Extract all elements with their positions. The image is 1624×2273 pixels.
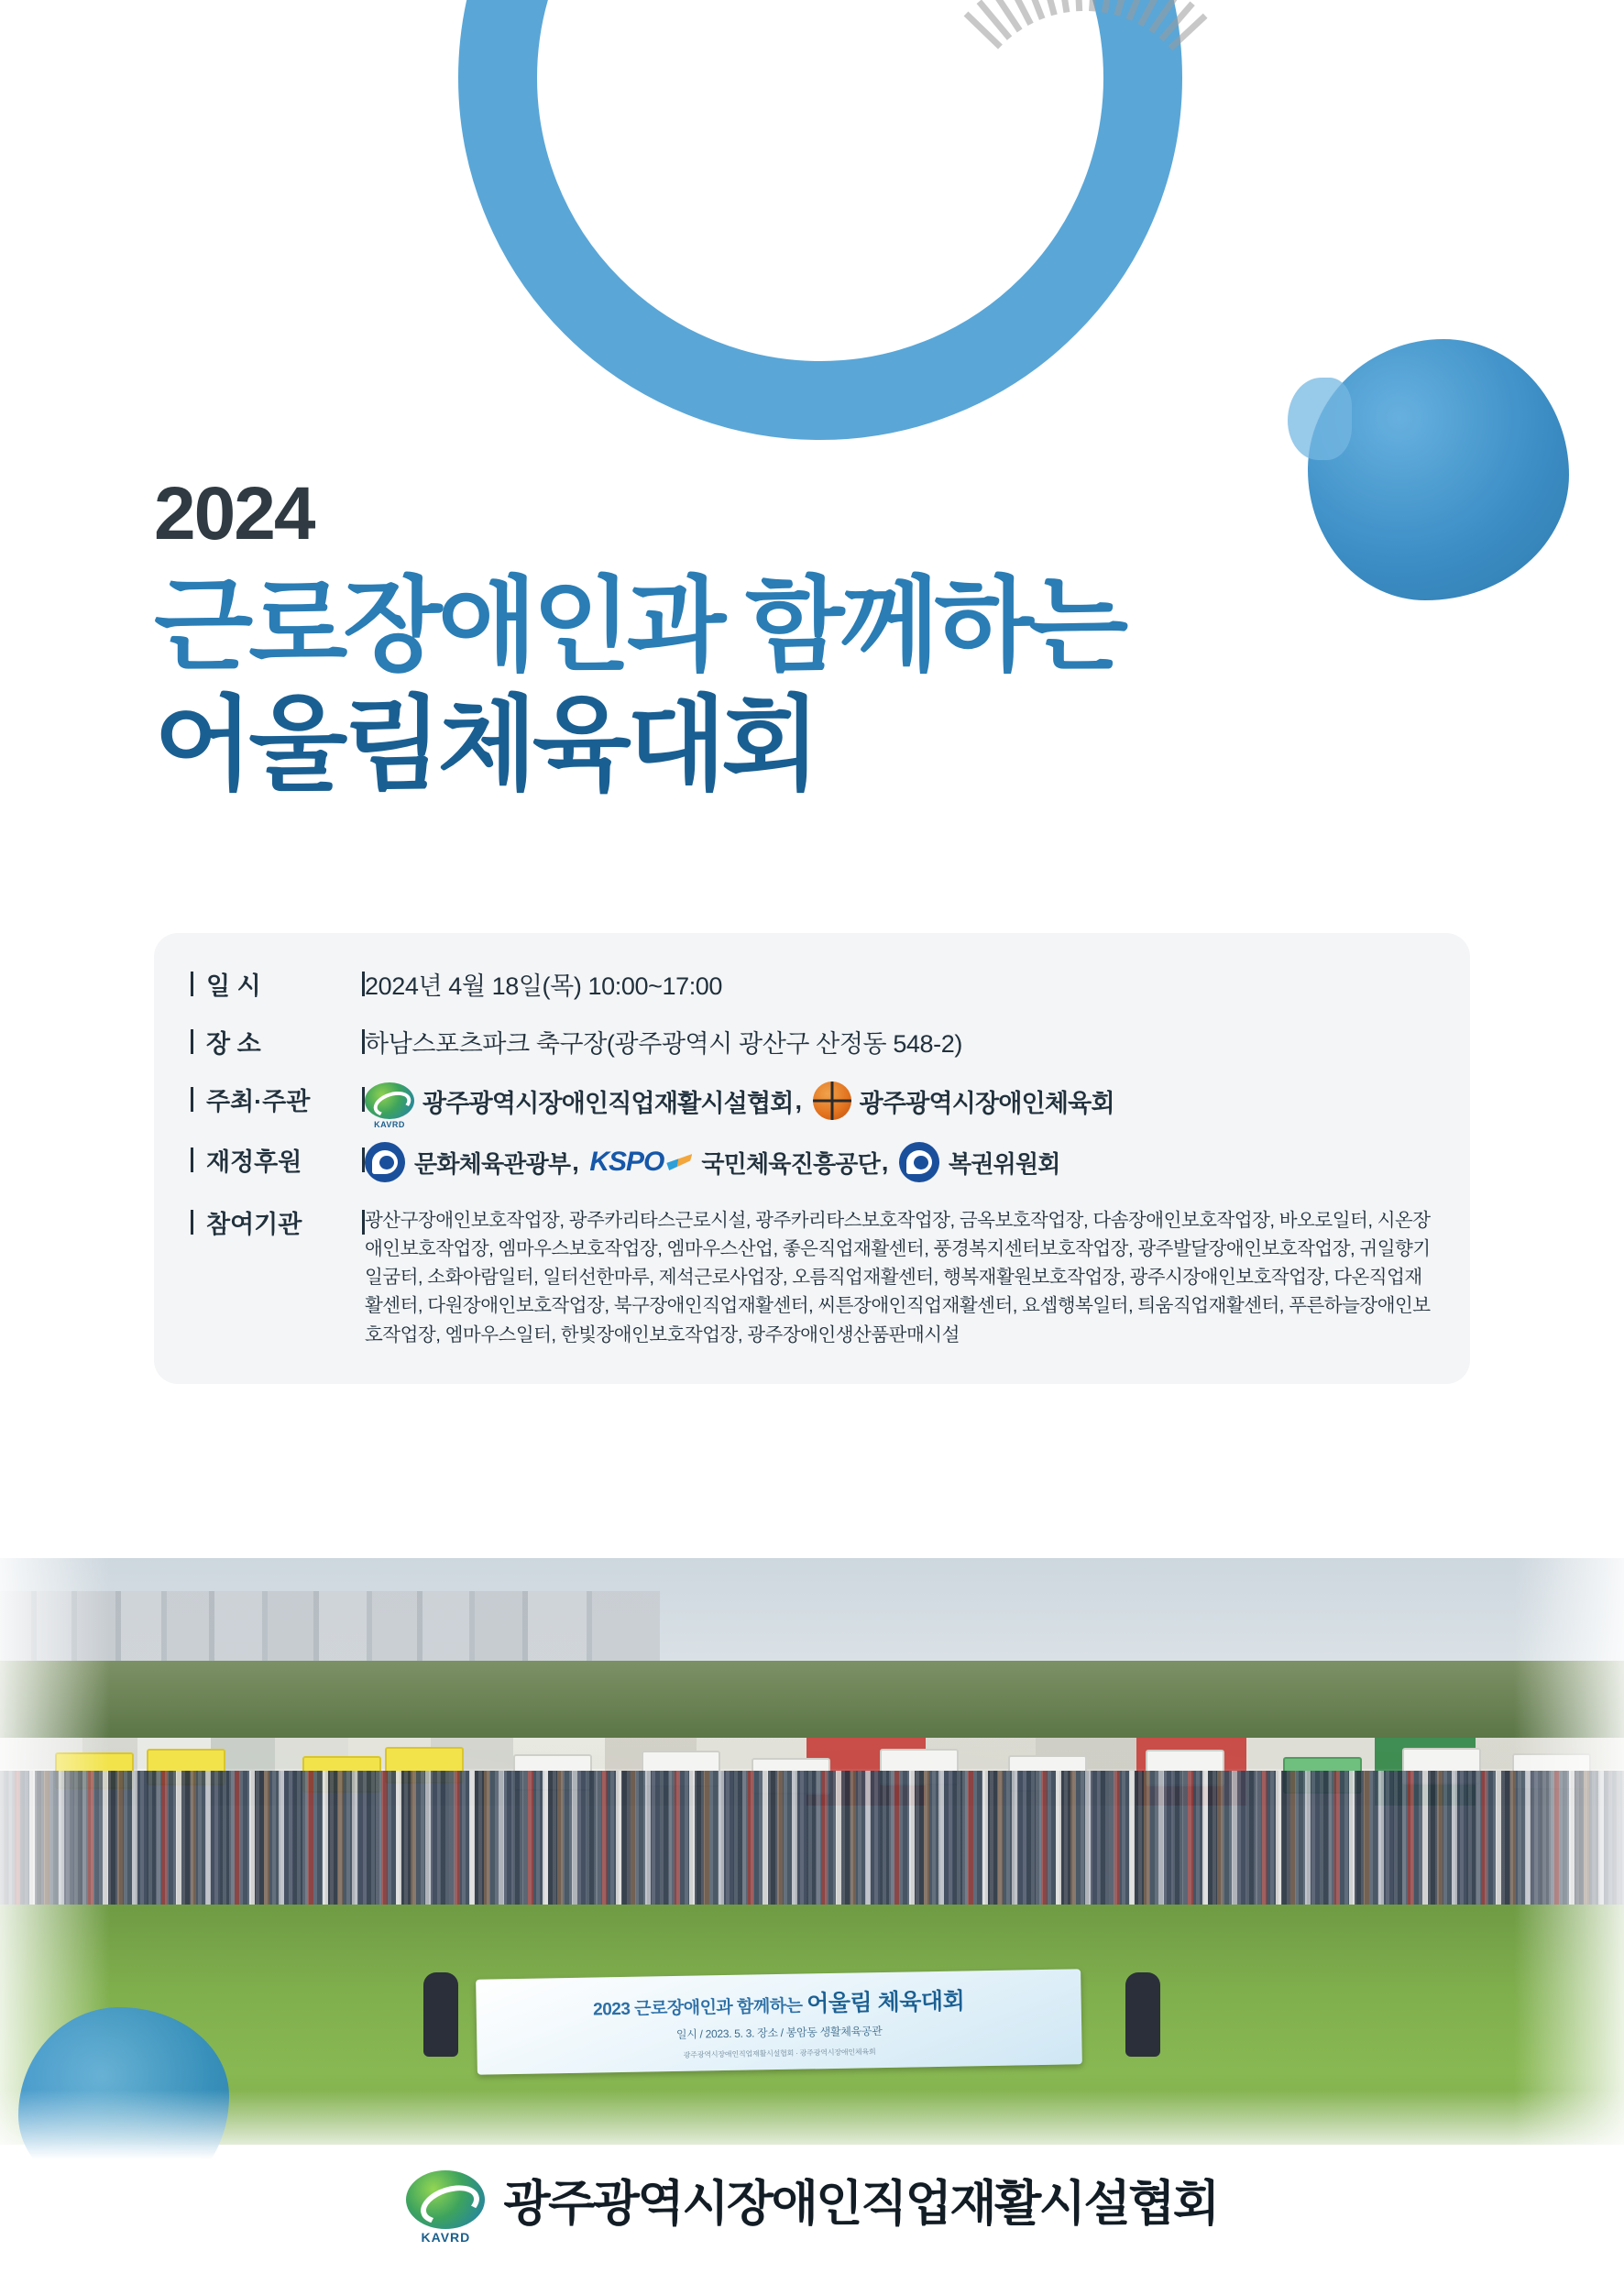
info-label-location-text: 장 소	[206, 1030, 261, 1058]
kspo-logo-icon	[589, 1147, 692, 1178]
label-bar-left-icon	[191, 1087, 193, 1112]
info-label-location	[191, 1022, 365, 1060]
photo-event-banner	[476, 1969, 1082, 2075]
photo-banner-title	[593, 1982, 965, 2022]
watercolor-blob-right	[1308, 339, 1569, 600]
host-org-2: 광주광역시장애인체육회	[859, 1089, 1114, 1117]
footer-logo-group	[406, 2165, 1218, 2245]
label-bar-left-icon	[191, 1147, 193, 1172]
kavrd-logo-icon	[365, 1082, 414, 1129]
sports-ball-logo-icon	[813, 1082, 851, 1120]
info-label-datetime	[191, 964, 365, 1002]
photo-banner-footnote: 광주광역시장애인직업재활시설협회 · 광주광역시장애인체육회	[683, 2047, 876, 2059]
funding-org-3: 복권위원회	[949, 1149, 1060, 1178]
arc-tick	[1074, 0, 1082, 11]
info-label-participants	[191, 1202, 365, 1240]
event-photograph	[0, 1558, 1624, 2145]
info-row-participants	[191, 1202, 1433, 1349]
poster-year: 2024	[154, 472, 314, 555]
kavrd-footer-logo-caption: KAVRD	[421, 2230, 471, 2245]
info-label-funding-text: 재정후원	[206, 1148, 302, 1176]
info-value-host	[365, 1080, 1433, 1129]
label-bar-left-icon	[191, 1029, 193, 1054]
photo-banner-title-big: 어울림 체육대회	[806, 1987, 965, 2016]
info-row-funding	[191, 1140, 1433, 1182]
info-label-host	[191, 1080, 365, 1117]
info-value-location: 하남스포츠파크 축구장(광주광역시 광산구 산정동 548-2)	[365, 1030, 962, 1058]
poster-title-line-2: 어울림체육대회	[154, 686, 817, 802]
lottery-commission-emblem-icon	[899, 1142, 939, 1182]
kspo-logo-text: KSPO	[589, 1147, 664, 1177]
poster-title-line-1: 근로장애인과 함께하는	[154, 568, 1125, 683]
photo-crowd	[0, 1771, 1624, 1910]
arc-tick	[1057, 0, 1070, 13]
info-value-funding	[365, 1140, 1433, 1182]
event-info-card	[154, 933, 1470, 1384]
poster-footer	[0, 2090, 1624, 2273]
kavrd-logo-caption: KAVRD	[374, 1120, 405, 1129]
info-row-datetime	[191, 964, 1433, 1002]
info-row-host	[191, 1080, 1433, 1129]
poster-title-block	[154, 472, 1125, 805]
arc-tick	[1089, 0, 1098, 11]
photo-person-left-banner-holder	[423, 1972, 458, 2057]
funding-separator-2: ,	[881, 1147, 888, 1176]
label-bar-left-icon	[191, 1210, 193, 1235]
funding-separator-1: ,	[572, 1147, 579, 1176]
dashed-arc-graphic	[935, 0, 1237, 147]
government-emblem-icon	[365, 1142, 405, 1182]
photo-banner-subtitle: 일시 / 2023. 5. 3. 장소 / 봉암동 생활체육공관	[675, 2024, 883, 2041]
kspo-swoosh-icon	[666, 1154, 692, 1170]
kavrd-footer-logo-icon	[406, 2170, 485, 2245]
info-label-funding	[191, 1140, 365, 1178]
funding-org-1: 문화체육관광부	[414, 1149, 571, 1178]
photo-right-fade	[1514, 1558, 1624, 2145]
info-value-participants: 광산구장애인보호작업장, 광주카리타스근로시설, 광주카리타스보호작업장, 금옥보호작업장, 다솜장애인보호작업장, 바오로일터, 시온장애인보호작업장, 엠마우스보호작업장, 엠마우스산업, 좋은직업재활센터, 풍경복지센터보호작업장, 광주발달장애인보호작업장, 귀일향기일굼터, 소화아람일터, 일터선한마루, 제석근로사업장, 오름직업재활센터, 행복재활원보호작업장, 광주시장애인보호작업장, 다온직업재활센터, 다원장애인보호작업장, 북구장애인직업재활센터, 씨튼장애인직업재활센터, 요셉행복일터, 틔움직업재활센터, 푸른하늘장애인보호작업장, 엠마우스일터, 한빛장애인보호작업장, 광주장애인생산품판매시설	[365, 1210, 1431, 1345]
info-label-participants-text: 참여기관	[206, 1211, 302, 1238]
funding-org-2: 국민체육진흥공단	[701, 1149, 880, 1178]
host-separator: ,	[795, 1086, 802, 1115]
info-row-location	[191, 1022, 1433, 1060]
info-label-host-text: 주최·주관	[206, 1088, 311, 1115]
info-value-datetime: 2024년 4월 18일(목) 10:00~17:00	[365, 972, 723, 1000]
host-org-1: 광주광역시장애인직업재활시설협회	[422, 1089, 794, 1117]
photo-banner-title-small: 2023 근로장애인과 함께하는	[592, 1996, 803, 2020]
info-label-datetime-text: 일 시	[206, 972, 261, 1000]
photo-person-right-banner-holder	[1125, 1972, 1160, 2057]
footer-organization-name: 광주광역시장애인직업재활시설협회	[503, 2177, 1218, 2231]
label-bar-left-icon	[191, 972, 193, 996]
